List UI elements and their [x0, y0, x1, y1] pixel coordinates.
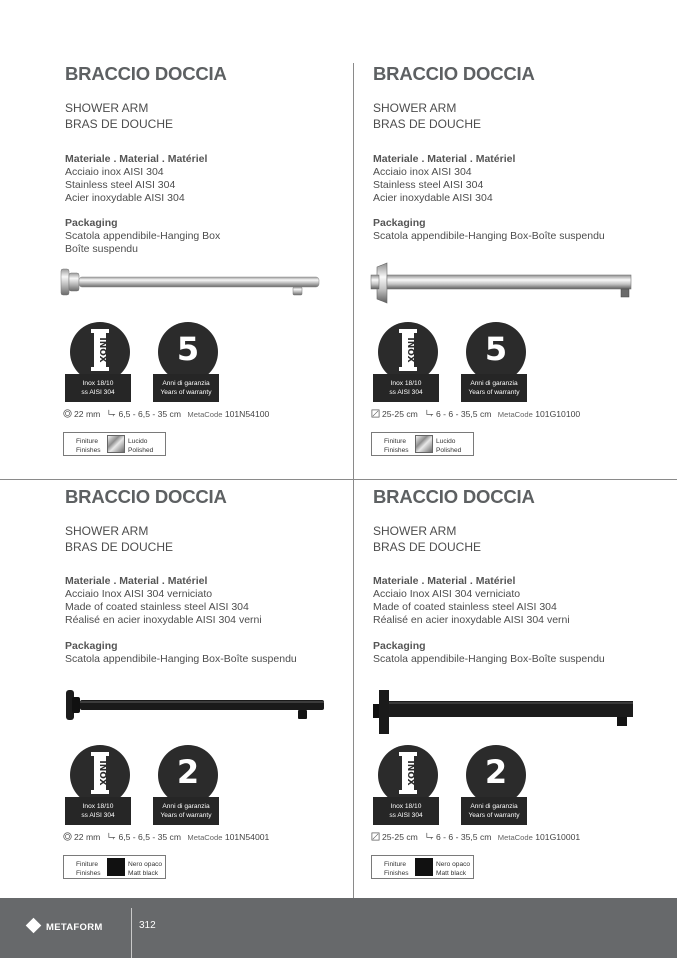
spec-size: 25-25 cm [382, 409, 418, 419]
spec-size: 22 mm [74, 409, 101, 419]
material-line-2: Stainless steel AISI 304 [65, 179, 176, 191]
metacode-label: MetaCode [497, 410, 533, 419]
inox-label-1: Inox 18/10 [390, 380, 422, 387]
inox-logo-icon [398, 329, 418, 371]
inox-label-1: Inox 18/10 [82, 380, 114, 387]
product-title: BRACCIO DOCCIA [65, 63, 227, 84]
material-line-2: Made of coated stainless steel AISI 304 [373, 601, 557, 613]
inox-label-2: ss AISI 304 [81, 389, 115, 396]
material-line-1: Acciaio Inox AISI 304 verniciato [373, 588, 521, 600]
shower-arm-square-chrome-image [363, 259, 643, 307]
length-arm-icon [425, 409, 434, 418]
material-heading: Materiale . Material . Matériel [65, 575, 208, 587]
warranty-badge [153, 322, 219, 408]
spec-length: 6 - 6 - 35,5 cm [436, 832, 492, 842]
warranty-years: 2 [484, 753, 508, 791]
material-line-3: Acier inoxydable AISI 304 [65, 192, 185, 204]
finish-label-en: Finishes [76, 870, 101, 877]
warranty-years: 2 [176, 753, 200, 791]
finish-name-it: Lucido [128, 438, 148, 445]
metacode-label: MetaCode [187, 410, 223, 419]
finish-name-it: Nero opaco [128, 861, 163, 868]
product-title: BRACCIO DOCCIA [373, 63, 535, 84]
packaging-line-1: Scatola appendibile-Hanging Box [65, 230, 221, 242]
shower-arm-square-black-image [363, 686, 643, 734]
metacode-label: MetaCode [497, 833, 533, 842]
metacode-value: 101G10100 [535, 409, 581, 419]
material-line-3: Réalisé en acier inoxydable AISI 304 verni [65, 614, 262, 626]
packaging-line-1: Scatola appendibile-Hanging Box-Boîte suspendu [373, 653, 605, 665]
inox-mark: INOX [97, 337, 107, 363]
inox-logo-icon [90, 329, 110, 371]
warranty-years: 5 [176, 330, 200, 368]
spec-length: 6 - 6 - 35,5 cm [436, 409, 492, 419]
finish-box [371, 855, 474, 879]
size-square-icon [371, 409, 380, 418]
warranty-label-2: Years of warranty [160, 389, 212, 396]
footer-divider [131, 908, 132, 958]
inox-label-2: ss AISI 304 [389, 389, 423, 396]
spec-size: 22 mm [74, 832, 101, 842]
finish-label-it: Finiture [384, 861, 406, 868]
finish-label-it: Finiture [384, 438, 406, 445]
page-number: 312 [139, 920, 156, 931]
product-card-3 [65, 486, 355, 906]
spec-size: 25-25 cm [382, 832, 418, 842]
finish-label-en: Finishes [384, 870, 409, 877]
subtitle-en: SHOWER ARM [373, 524, 457, 538]
material-heading: Materiale . Material . Matériel [373, 153, 516, 165]
brand-name: METAFORM [46, 922, 103, 933]
finish-box [63, 855, 166, 879]
spec-length: 6,5 - 6,5 - 35 cm [118, 409, 182, 419]
finish-box [63, 432, 166, 456]
material-line-2: Made of coated stainless steel AISI 304 [65, 601, 249, 613]
metacode-value: 101G10001 [535, 832, 581, 842]
inox-mark: INOX [405, 337, 415, 363]
spec-line [63, 409, 269, 419]
length-arm-icon [425, 832, 434, 841]
subtitle-fr: BRAS DE DOUCHE [373, 540, 482, 554]
warranty-badge [461, 322, 527, 408]
material-line-1: Acciaio inox AISI 304 [65, 166, 164, 178]
finish-swatch-chrome [415, 435, 433, 453]
metacode-label: MetaCode [187, 833, 223, 842]
subtitle-fr: BRAS DE DOUCHE [65, 117, 174, 131]
finish-name-en: Matt black [436, 870, 467, 877]
finish-label-it: Finiture [76, 861, 98, 868]
brand-diamond-icon [26, 918, 42, 934]
finish-swatch-black [415, 858, 433, 876]
warranty-label-2: Years of warranty [160, 812, 212, 819]
inox-logo-icon [398, 752, 418, 794]
diameter-round-icon [63, 409, 72, 418]
material-heading: Materiale . Material . Matériel [373, 575, 516, 587]
material-line-1: Acciaio Inox AISI 304 verniciato [65, 588, 213, 600]
finish-name-it: Lucido [436, 438, 456, 445]
material-line-3: Acier inoxydable AISI 304 [373, 192, 493, 204]
finish-swatch-black [107, 858, 125, 876]
material-line-2: Stainless steel AISI 304 [373, 179, 484, 191]
inox-badge [373, 745, 439, 831]
finish-name-en: Polished [128, 447, 154, 454]
finish-name-it: Nero opaco [436, 861, 471, 868]
packaging-line-1: Scatola appendibile-Hanging Box-Boîte suspendu [373, 230, 605, 242]
material-heading: Materiale . Material . Matériel [65, 153, 208, 165]
finish-box [371, 432, 474, 456]
diameter-round-icon [63, 832, 72, 841]
inox-badge [65, 745, 131, 831]
product-card-4 [373, 486, 663, 906]
inox-label-1: Inox 18/10 [82, 803, 114, 810]
subtitle-fr: BRAS DE DOUCHE [65, 540, 174, 554]
subtitle-fr: BRAS DE DOUCHE [373, 117, 482, 131]
packaging-heading: Packaging [373, 217, 426, 229]
inox-logo-icon [90, 752, 110, 794]
length-arm-icon [107, 832, 116, 841]
finish-label-en: Finishes [76, 447, 101, 454]
metacode-value: 101N54001 [224, 832, 270, 842]
packaging-heading: Packaging [373, 640, 426, 652]
warranty-label-1: Anni di garanzia [470, 380, 518, 387]
inox-badge [373, 322, 439, 408]
spec-line [371, 832, 580, 842]
size-square-icon [371, 832, 380, 841]
finish-swatch-chrome [107, 435, 125, 453]
warranty-label-1: Anni di garanzia [162, 380, 210, 387]
inox-label-1: Inox 18/10 [390, 803, 422, 810]
finish-name-en: Matt black [128, 870, 159, 877]
spec-length: 6,5 - 6,5 - 35 cm [118, 832, 182, 842]
page-footer [0, 898, 677, 958]
product-title: BRACCIO DOCCIA [373, 486, 535, 507]
inox-label-2: ss AISI 304 [389, 812, 423, 819]
subtitle-en: SHOWER ARM [65, 524, 149, 538]
warranty-label-2: Years of warranty [468, 389, 520, 396]
packaging-heading: Packaging [65, 640, 118, 652]
warranty-label-1: Anni di garanzia [470, 803, 518, 810]
finish-name-en: Polished [436, 447, 462, 454]
subtitle-en: SHOWER ARM [373, 101, 457, 115]
length-arm-icon [107, 409, 116, 418]
spec-line [63, 832, 269, 842]
material-line-1: Acciaio inox AISI 304 [373, 166, 472, 178]
packaging-heading: Packaging [65, 217, 118, 229]
product-card-2 [373, 63, 663, 483]
finish-label-it: Finiture [76, 438, 98, 445]
packaging-line-1: Scatola appendibile-Hanging Box-Boîte suspendu [65, 653, 297, 665]
inox-badge [65, 322, 131, 408]
warranty-badge [461, 745, 527, 831]
subtitle-en: SHOWER ARM [65, 101, 149, 115]
inox-mark: INOX [405, 760, 415, 786]
warranty-label-2: Years of warranty [468, 812, 520, 819]
shower-arm-round-black-image [55, 686, 335, 734]
material-line-3: Réalisé en acier inoxydable AISI 304 verni [373, 614, 570, 626]
metacode-value: 101N54100 [224, 409, 270, 419]
brand-logo [28, 920, 103, 933]
spec-line [371, 409, 580, 419]
finish-label-en: Finishes [384, 447, 409, 454]
inox-mark: INOX [97, 760, 107, 786]
product-title: BRACCIO DOCCIA [65, 486, 227, 507]
warranty-label-1: Anni di garanzia [162, 803, 210, 810]
warranty-years: 5 [484, 330, 508, 368]
inox-label-2: ss AISI 304 [81, 812, 115, 819]
warranty-badge [153, 745, 219, 831]
product-card-1 [65, 63, 355, 483]
shower-arm-round-chrome-image [55, 259, 335, 307]
packaging-line-2: Boîte suspendu [65, 243, 138, 255]
